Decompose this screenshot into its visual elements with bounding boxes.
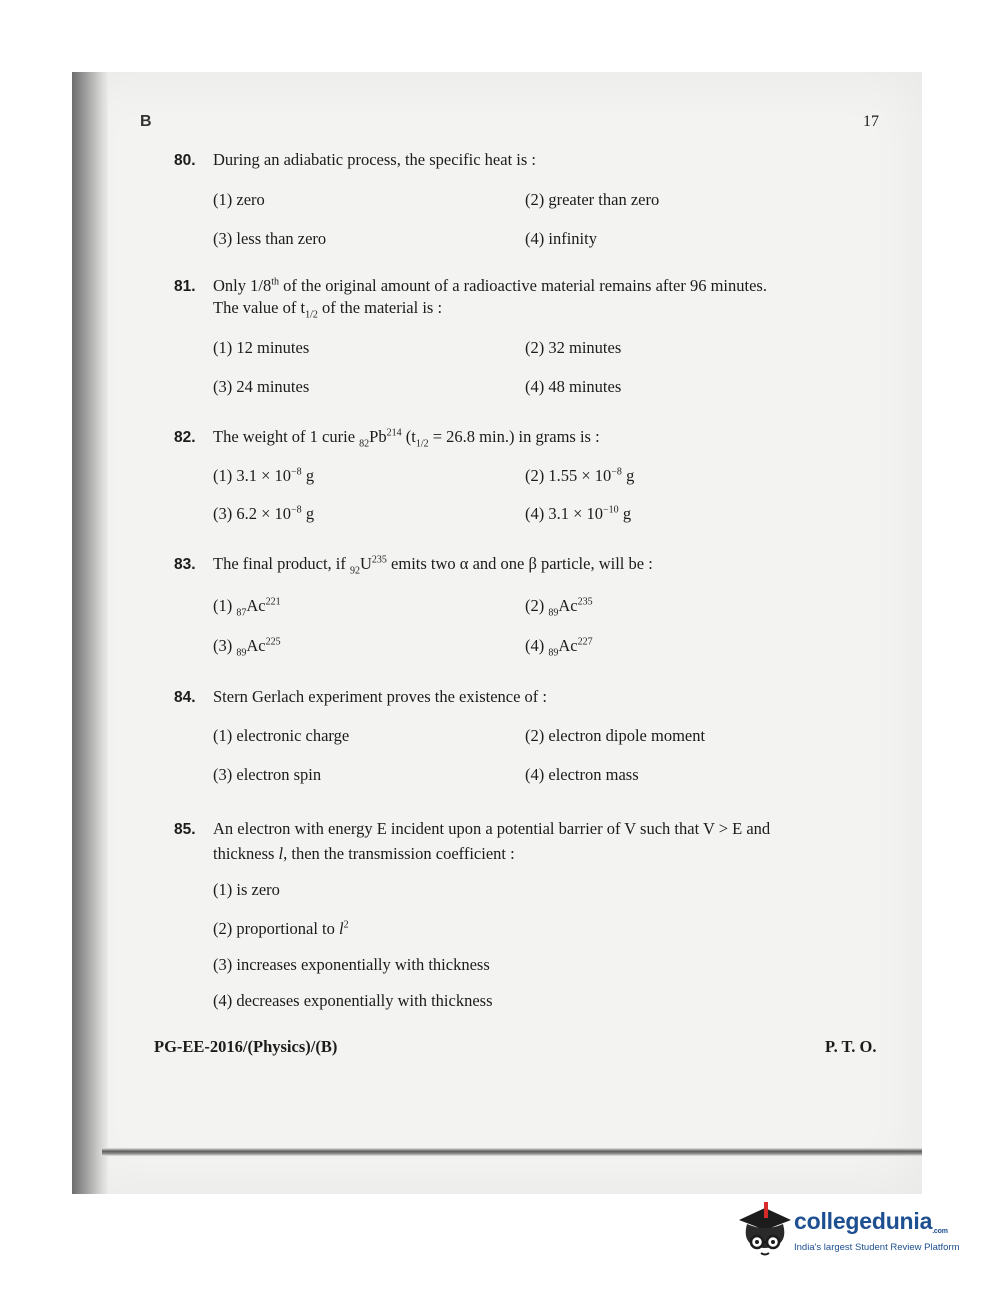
- option-4: (4) 48 minutes: [525, 377, 622, 396]
- page-fold-shadow: [102, 1148, 922, 1156]
- question-number: 85.: [174, 821, 196, 838]
- page-number: 17: [863, 113, 879, 130]
- series-letter: B: [140, 113, 152, 130]
- option-4: (4) $3.1 \times 10^{-10}$ g: [525, 504, 632, 523]
- option-2: (2) proportional to $l^2$: [213, 919, 349, 938]
- option-3: (3) less than zero: [213, 229, 327, 248]
- option-2: (2) 32 minutes: [525, 338, 622, 357]
- option-2: (2) $1.55 \times 10^{-8}$ g: [525, 466, 635, 485]
- brand-tld: .com: [932, 1228, 948, 1235]
- option-1: (1) zero: [213, 190, 265, 209]
- question-number: 80.: [174, 152, 196, 169]
- question-stem: During an adiabatic process, the specific heat is :: [213, 150, 537, 169]
- option-3: (3) electron spin: [213, 765, 322, 784]
- option-2: (2) $_{89}Ac^{235}$: [525, 596, 593, 619]
- option-1: (1) is zero: [213, 880, 280, 899]
- question-number: 82.: [174, 429, 196, 446]
- question-number: 84.: [174, 689, 196, 706]
- paper-code: PG-EE-2016/(Physics)/(B): [154, 1037, 338, 1056]
- scanned-page: [72, 72, 922, 1194]
- option-2: (2) electron dipole moment: [525, 726, 706, 745]
- question-stem-line-2: The value of $t_{1/2}$ of the material is :: [213, 298, 443, 321]
- option-4: (4) infinity: [525, 229, 597, 248]
- option-1: (1) electronic charge: [213, 726, 350, 745]
- question-number: 83.: [174, 556, 196, 573]
- option-3: (3) 24 minutes: [213, 377, 310, 396]
- collegedunia-branding: [735, 1198, 965, 1268]
- option-2: (2) greater than zero: [525, 190, 660, 209]
- option-3: (3) increases exponentially with thickness: [213, 955, 490, 974]
- question-stem: The weight of 1 curie $_{82}Pb^{214}$ ($t_{1/2} = 26.8$ min.) in grams is :: [213, 427, 600, 450]
- question-stem: The final product, if $_{92}U^{235}$ emits two α and one β particle, will be :: [213, 554, 653, 577]
- question-stem: Stern Gerlach experiment proves the existence of :: [213, 687, 547, 706]
- question-stem-line-1: An electron with energy E incident upon a potential barrier of V such that V > E and: [213, 819, 771, 838]
- question-stem-line-2: thickness l, then the transmission coefficient :: [213, 844, 515, 863]
- question-number: 81.: [174, 278, 196, 295]
- option-3: (3) $_{89}Ac^{225}$: [213, 636, 281, 659]
- please-turn-over: P. T. O.: [825, 1037, 877, 1056]
- option-1: (1) 12 minutes: [213, 338, 310, 357]
- graduate-cap-mascot-icon: [735, 1198, 795, 1260]
- option-4: (4) decreases exponentially with thickness: [213, 991, 493, 1010]
- option-1: (1) $_{87}Ac^{221}$: [213, 596, 281, 619]
- option-1: (1) $3.1 \times 10^{-8}$ g: [213, 466, 315, 485]
- option-4: (4) $_{89}Ac^{227}$: [525, 636, 593, 659]
- brand-name: collegedunia.com: [794, 1208, 948, 1235]
- question-stem-line-1: Only 1/8th of the original amount of a radioactive material remains after 96 minutes.: [213, 276, 767, 295]
- option-4: (4) electron mass: [525, 765, 639, 784]
- page-spine-shadow: [72, 72, 108, 1194]
- option-3: (3) $6.2 \times 10^{-8}$ g: [213, 504, 315, 523]
- brand-tagline: India's largest Student Review Platform: [794, 1242, 960, 1253]
